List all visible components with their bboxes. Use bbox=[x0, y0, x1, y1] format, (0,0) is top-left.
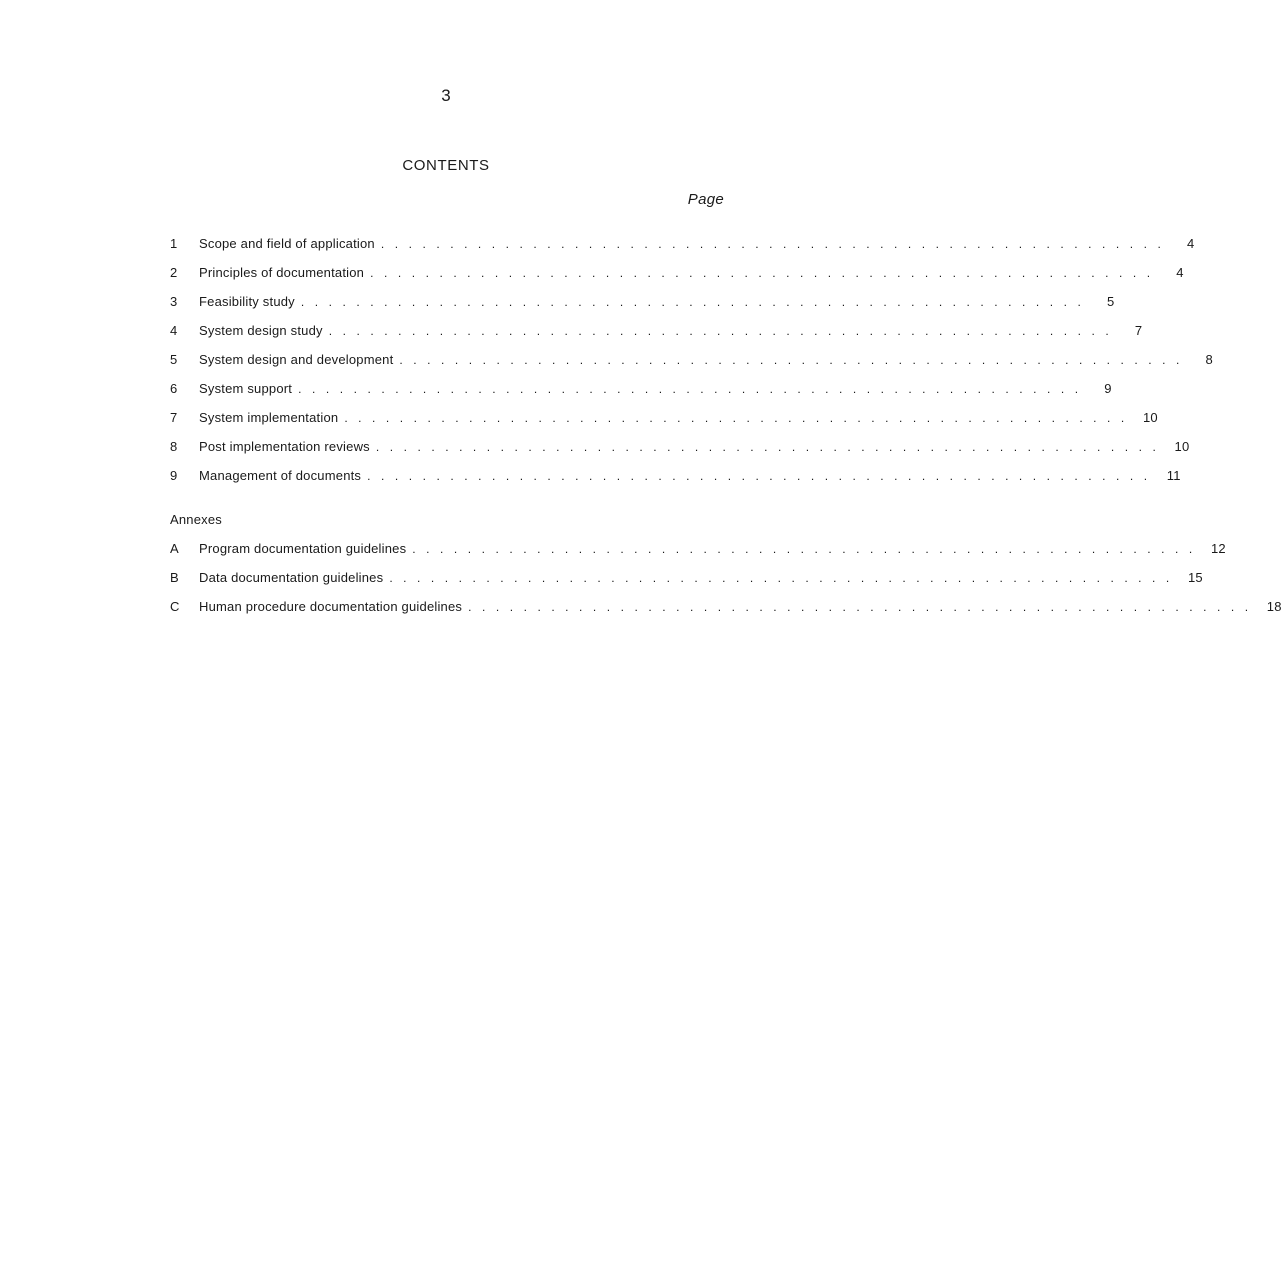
dot-leader: . . . . . . . . . . . . . . . . . . . . . . . . . . . . . . . . . . . . . . . . . . . . . . . . . . . . . . . . . bbox=[375, 440, 1160, 454]
toc-entry-number: 4 bbox=[170, 323, 178, 338]
toc-entry-page: 11 bbox=[1166, 468, 1181, 483]
toc-entry[interactable] bbox=[170, 438, 1190, 467]
annex-entry-page: 15 bbox=[1187, 570, 1203, 585]
dot-leader: . . . . . . . . . . . . . . . . . . . . . . . . . . . . . . . . . . . . . . . . . . . . . . . . . . . . . . . . . bbox=[399, 353, 1183, 367]
table-of-contents bbox=[170, 235, 1282, 627]
toc-entry-title: Feasibility study bbox=[199, 294, 295, 309]
toc-entry[interactable] bbox=[170, 235, 1195, 264]
toc-entry-title: Scope and field of application bbox=[199, 236, 375, 251]
toc-entry-title: System design study bbox=[199, 323, 323, 338]
dot-leader: . . . . . . . . . . . . . . . . . . . . . . . . . . . . . . . . . . . . . . . . . . . . . . . . . . . . . . . . . bbox=[344, 411, 1128, 425]
toc-entry-page: 4 bbox=[1186, 236, 1195, 251]
annex-entry-page: 18 bbox=[1266, 599, 1282, 614]
toc-entry-title: Post implementation reviews bbox=[199, 439, 370, 454]
dot-leader: . . . . . . . . . . . . . . . . . . . . . . . . . . . . . . . . . . . . . . . . . . . . . . . . . . . . . . . . . bbox=[298, 382, 1082, 396]
toc-entry-title: Principles of documentation bbox=[199, 265, 365, 280]
annex-entry-page: 12 bbox=[1210, 541, 1226, 556]
annex-entry-letter: C bbox=[170, 599, 180, 614]
toc-entry-title: System implementation bbox=[199, 410, 339, 425]
toc-entry[interactable] bbox=[170, 322, 1143, 351]
annex-entry-title: Human procedure documentation guidelines bbox=[199, 599, 463, 614]
dot-leader: . . . . . . . . . . . . . . . . . . . . . . . . . . . . . . . . . . . . . . . . . . . . . . . . . . . . . . . . . bbox=[412, 542, 1196, 556]
toc-entry-number: 9 bbox=[170, 468, 178, 483]
dot-leader: . . . . . . . . . . . . . . . . . . . . . . . . . . . . . . . . . . . . . . . . . . . . . . . . . . . . . . . . . bbox=[367, 469, 1151, 483]
toc-entry-page: 10 bbox=[1174, 439, 1190, 454]
toc-entry-page: 9 bbox=[1104, 381, 1112, 396]
toc-entry[interactable] bbox=[170, 293, 1115, 322]
toc-entry-page: 8 bbox=[1205, 352, 1213, 367]
annex-entry[interactable] bbox=[170, 540, 1226, 569]
toc-entry-number: 7 bbox=[170, 410, 178, 425]
toc-entry-number: 2 bbox=[170, 265, 178, 280]
dot-leader: . . . . . . . . . . . . . . . . . . . . . . . . . . . . . . . . . . . . . . . . . . . . . . . . . . . . . . . . . bbox=[389, 571, 1173, 585]
toc-entry[interactable] bbox=[170, 380, 1112, 409]
toc-entry-page: 4 bbox=[1176, 265, 1184, 280]
annex-entry-letter: B bbox=[170, 570, 179, 585]
annexes-heading: Annexes bbox=[170, 512, 222, 527]
toc-entry-title: System design and development bbox=[199, 352, 394, 367]
toc-entry-page: 7 bbox=[1134, 323, 1143, 338]
toc-entry-number: 5 bbox=[170, 352, 178, 367]
toc-entry[interactable] bbox=[170, 351, 1213, 380]
annex-entry[interactable] bbox=[170, 569, 1203, 598]
toc-entry-number: 8 bbox=[170, 439, 178, 454]
contents-heading: CONTENTS bbox=[402, 157, 490, 174]
toc-entry-page: 10 bbox=[1142, 410, 1158, 425]
toc-entry-number: 1 bbox=[170, 236, 178, 251]
toc-entry-number: 6 bbox=[170, 381, 178, 396]
toc-entry[interactable] bbox=[170, 409, 1158, 438]
annex-entry[interactable] bbox=[170, 598, 1282, 627]
dot-leader: . . . . . . . . . . . . . . . . . . . . . . . . . . . . . . . . . . . . . . . . . . . . . . . . . . . . . . . . . bbox=[300, 295, 1085, 309]
toc-entry-number: 3 bbox=[170, 294, 178, 309]
page-number: 3 bbox=[441, 86, 451, 105]
dot-leader: . . . . . . . . . . . . . . . . . . . . . . . . . . . . . . . . . . . . . . . . . . . . . . . . . . . . . . . . . bbox=[328, 324, 1113, 338]
annex-entry-title: Data documentation guidelines bbox=[199, 570, 384, 585]
annex-entry-title: Program documentation guidelines bbox=[199, 541, 407, 556]
dot-leader: . . . . . . . . . . . . . . . . . . . . . . . . . . . . . . . . . . . . . . . . . . . . . . . . . . . . . . . . . bbox=[380, 237, 1165, 251]
toc-entry[interactable] bbox=[170, 467, 1181, 496]
dot-leader: . . . . . . . . . . . . . . . . . . . . . . . . . . . . . . . . . . . . . . . . . . . . . . . . . . . . . . . . . bbox=[370, 266, 1154, 280]
toc-entry-title: System support bbox=[199, 381, 293, 396]
page-column-label: Page bbox=[687, 191, 724, 208]
annex-entry-letter: A bbox=[170, 541, 179, 556]
toc-entry[interactable] bbox=[170, 264, 1184, 293]
toc-entry-page: 5 bbox=[1107, 294, 1115, 309]
dot-leader: . . . . . . . . . . . . . . . . . . . . . . . . . . . . . . . . . . . . . . . . . . . . . . . . . . . . . . . . . bbox=[468, 600, 1252, 614]
toc-entry-title: Management of documents bbox=[199, 468, 362, 483]
